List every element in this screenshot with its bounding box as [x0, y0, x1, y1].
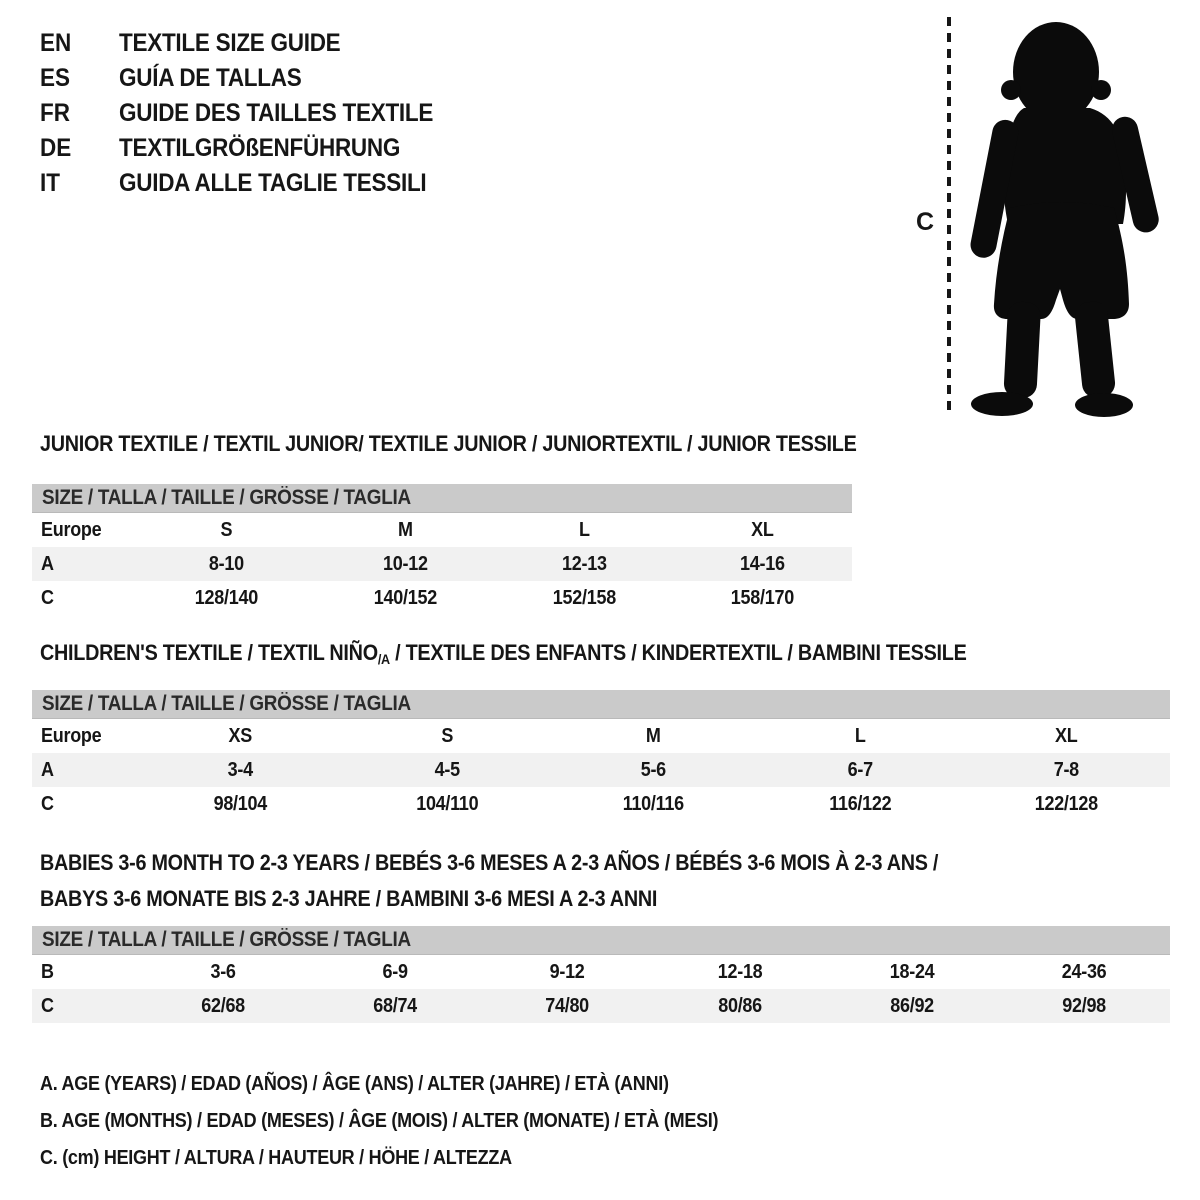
babies-size-table [32, 926, 1170, 1023]
table-cell: XS [228, 724, 253, 747]
size-header-bar: SIZE / TALLA / TAILLE / GRÖSSE / TAGLIA [32, 484, 852, 513]
row-label-cell: C [41, 586, 54, 609]
legend [40, 1066, 794, 1177]
table-cell: 68/74 [373, 994, 418, 1017]
table-cell: 92/98 [1062, 994, 1106, 1017]
height-measure-dashed-line [947, 17, 951, 414]
row-label-cell: Europe [41, 518, 102, 541]
table-cell: XL [751, 518, 774, 541]
baby-silhouette-icon [963, 12, 1165, 422]
table-cell: 116/122 [829, 792, 892, 815]
language-row [40, 166, 468, 201]
language-title: GUIDA ALLE TAGLIE TESSILI [119, 169, 427, 197]
table-cell: 18-24 [889, 960, 935, 983]
table-cell: 152/158 [552, 586, 616, 609]
language-title: GUÍA DE TALLAS [119, 64, 302, 92]
table-row [32, 719, 1170, 753]
row-label-cell: C [41, 792, 54, 815]
table-cell: 14-16 [740, 552, 785, 575]
table-cell: 6-7 [847, 758, 873, 781]
table-cell: 9-12 [549, 960, 585, 983]
table-row [32, 581, 852, 615]
table-cell: 110/116 [622, 792, 685, 815]
table-row [32, 955, 1170, 989]
row-label-cell: B [41, 960, 54, 983]
table-row [32, 787, 1170, 821]
table-cell: 140/152 [373, 586, 437, 609]
table-cell: M [646, 724, 661, 747]
junior-section-title: JUNIOR TEXTILE / TEXTIL JUNIOR/ TEXTILE JUNIOR / JUNIORTEXTIL / JUNIOR TESSILE [40, 431, 857, 456]
table-cell: 62/68 [201, 994, 245, 1017]
table-cell: 122/128 [1035, 792, 1099, 815]
table-row [32, 989, 1170, 1023]
table-cell: 128/140 [194, 586, 258, 609]
size-header-bar: SIZE / TALLA / TAILLE / GRÖSSE / TAGLIA [32, 926, 1170, 955]
table-cell: XL [1055, 724, 1078, 747]
children-size-table [32, 690, 1170, 821]
table-cell: 3-4 [227, 758, 253, 781]
legend-line-height-cm: C. (cm) HEIGHT / ALTURA / HAUTEUR / HÖHE / ALTEZZA [40, 1147, 512, 1169]
table-cell: S [220, 518, 233, 541]
table-cell: 80/86 [717, 994, 762, 1017]
table-cell: 8-10 [208, 552, 244, 575]
language-code: IT [40, 169, 60, 197]
table-cell: 3-6 [210, 960, 236, 983]
nino-a-subscript: /A [377, 651, 390, 667]
language-title: TEXTILE SIZE GUIDE [119, 29, 341, 57]
language-row [40, 131, 468, 166]
babies-title-line-1: BABIES 3-6 MONTH TO 2-3 YEARS / BEBÉS 3-6 MESES A 2-3 AÑOS / BÉBÉS 3-6 MOIS À 2-3 ANS / [40, 850, 939, 875]
table-cell: M [397, 518, 413, 541]
table-cell: 24-36 [1061, 960, 1107, 983]
children-section-title: CHILDREN'S TEXTILE / TEXTIL NIÑO/A / TEXTILE DES ENFANTS / KINDERTEXTIL / BAMBINI TESSILE [40, 640, 967, 667]
language-code: EN [40, 29, 72, 57]
table-cell: 10-12 [382, 552, 428, 575]
table-cell: L [854, 724, 866, 747]
table-cell: S [441, 724, 453, 747]
language-row [40, 26, 468, 61]
table-cell: 12-18 [717, 960, 762, 983]
language-code: ES [40, 64, 71, 92]
table-cell: 5-6 [640, 758, 667, 781]
table-cell: 7-8 [1054, 758, 1080, 781]
table-row [32, 547, 852, 581]
language-title: TEXTILGRÖßENFÜHRUNG [119, 134, 401, 162]
size-header-bar: SIZE / TALLA / TAILLE / GRÖSSE / TAGLIA [32, 690, 1170, 719]
table-row [32, 513, 852, 547]
row-label-cell: C [41, 994, 54, 1017]
table-cell: 12-13 [561, 552, 607, 575]
language-row [40, 61, 468, 96]
table-cell: 6-9 [382, 960, 408, 983]
babies-title-line-2: BABYS 3-6 MONATE BIS 2-3 JAHRE / BAMBINI 3-6 MESI A 2-3 ANNI [40, 886, 658, 911]
table-cell: 98/104 [213, 792, 268, 815]
junior-size-table [32, 484, 852, 615]
table-cell: 158/170 [731, 586, 795, 609]
language-title: GUIDE DES TAILLES TEXTILE [119, 99, 434, 127]
table-cell: 4-5 [434, 758, 460, 781]
babies-section-title [40, 845, 1038, 917]
language-title-list [40, 26, 468, 201]
language-code: FR [40, 99, 70, 127]
table-cell: 86/92 [889, 994, 934, 1017]
row-label-cell: Europe [41, 724, 102, 747]
language-code: DE [40, 134, 72, 162]
row-label-cell: A [41, 758, 54, 781]
height-measure-label: C [916, 208, 935, 236]
table-cell: L [578, 518, 590, 541]
row-label-cell: A [41, 552, 54, 575]
language-row [40, 96, 468, 131]
legend-line-age-months: B. AGE (MONTHS) / EDAD (MESES) / ÂGE (MOIS) / ALTER (MONATE) / ETÀ (MESI) [40, 1110, 719, 1132]
legend-line-age-years: A. AGE (YEARS) / EDAD (AÑOS) / ÂGE (ANS) / ALTER (JAHRE) / ETÀ (ANNI) [40, 1073, 669, 1095]
table-cell: 74/80 [545, 994, 590, 1017]
table-row [32, 753, 1170, 787]
table-cell: 104/110 [415, 792, 478, 815]
